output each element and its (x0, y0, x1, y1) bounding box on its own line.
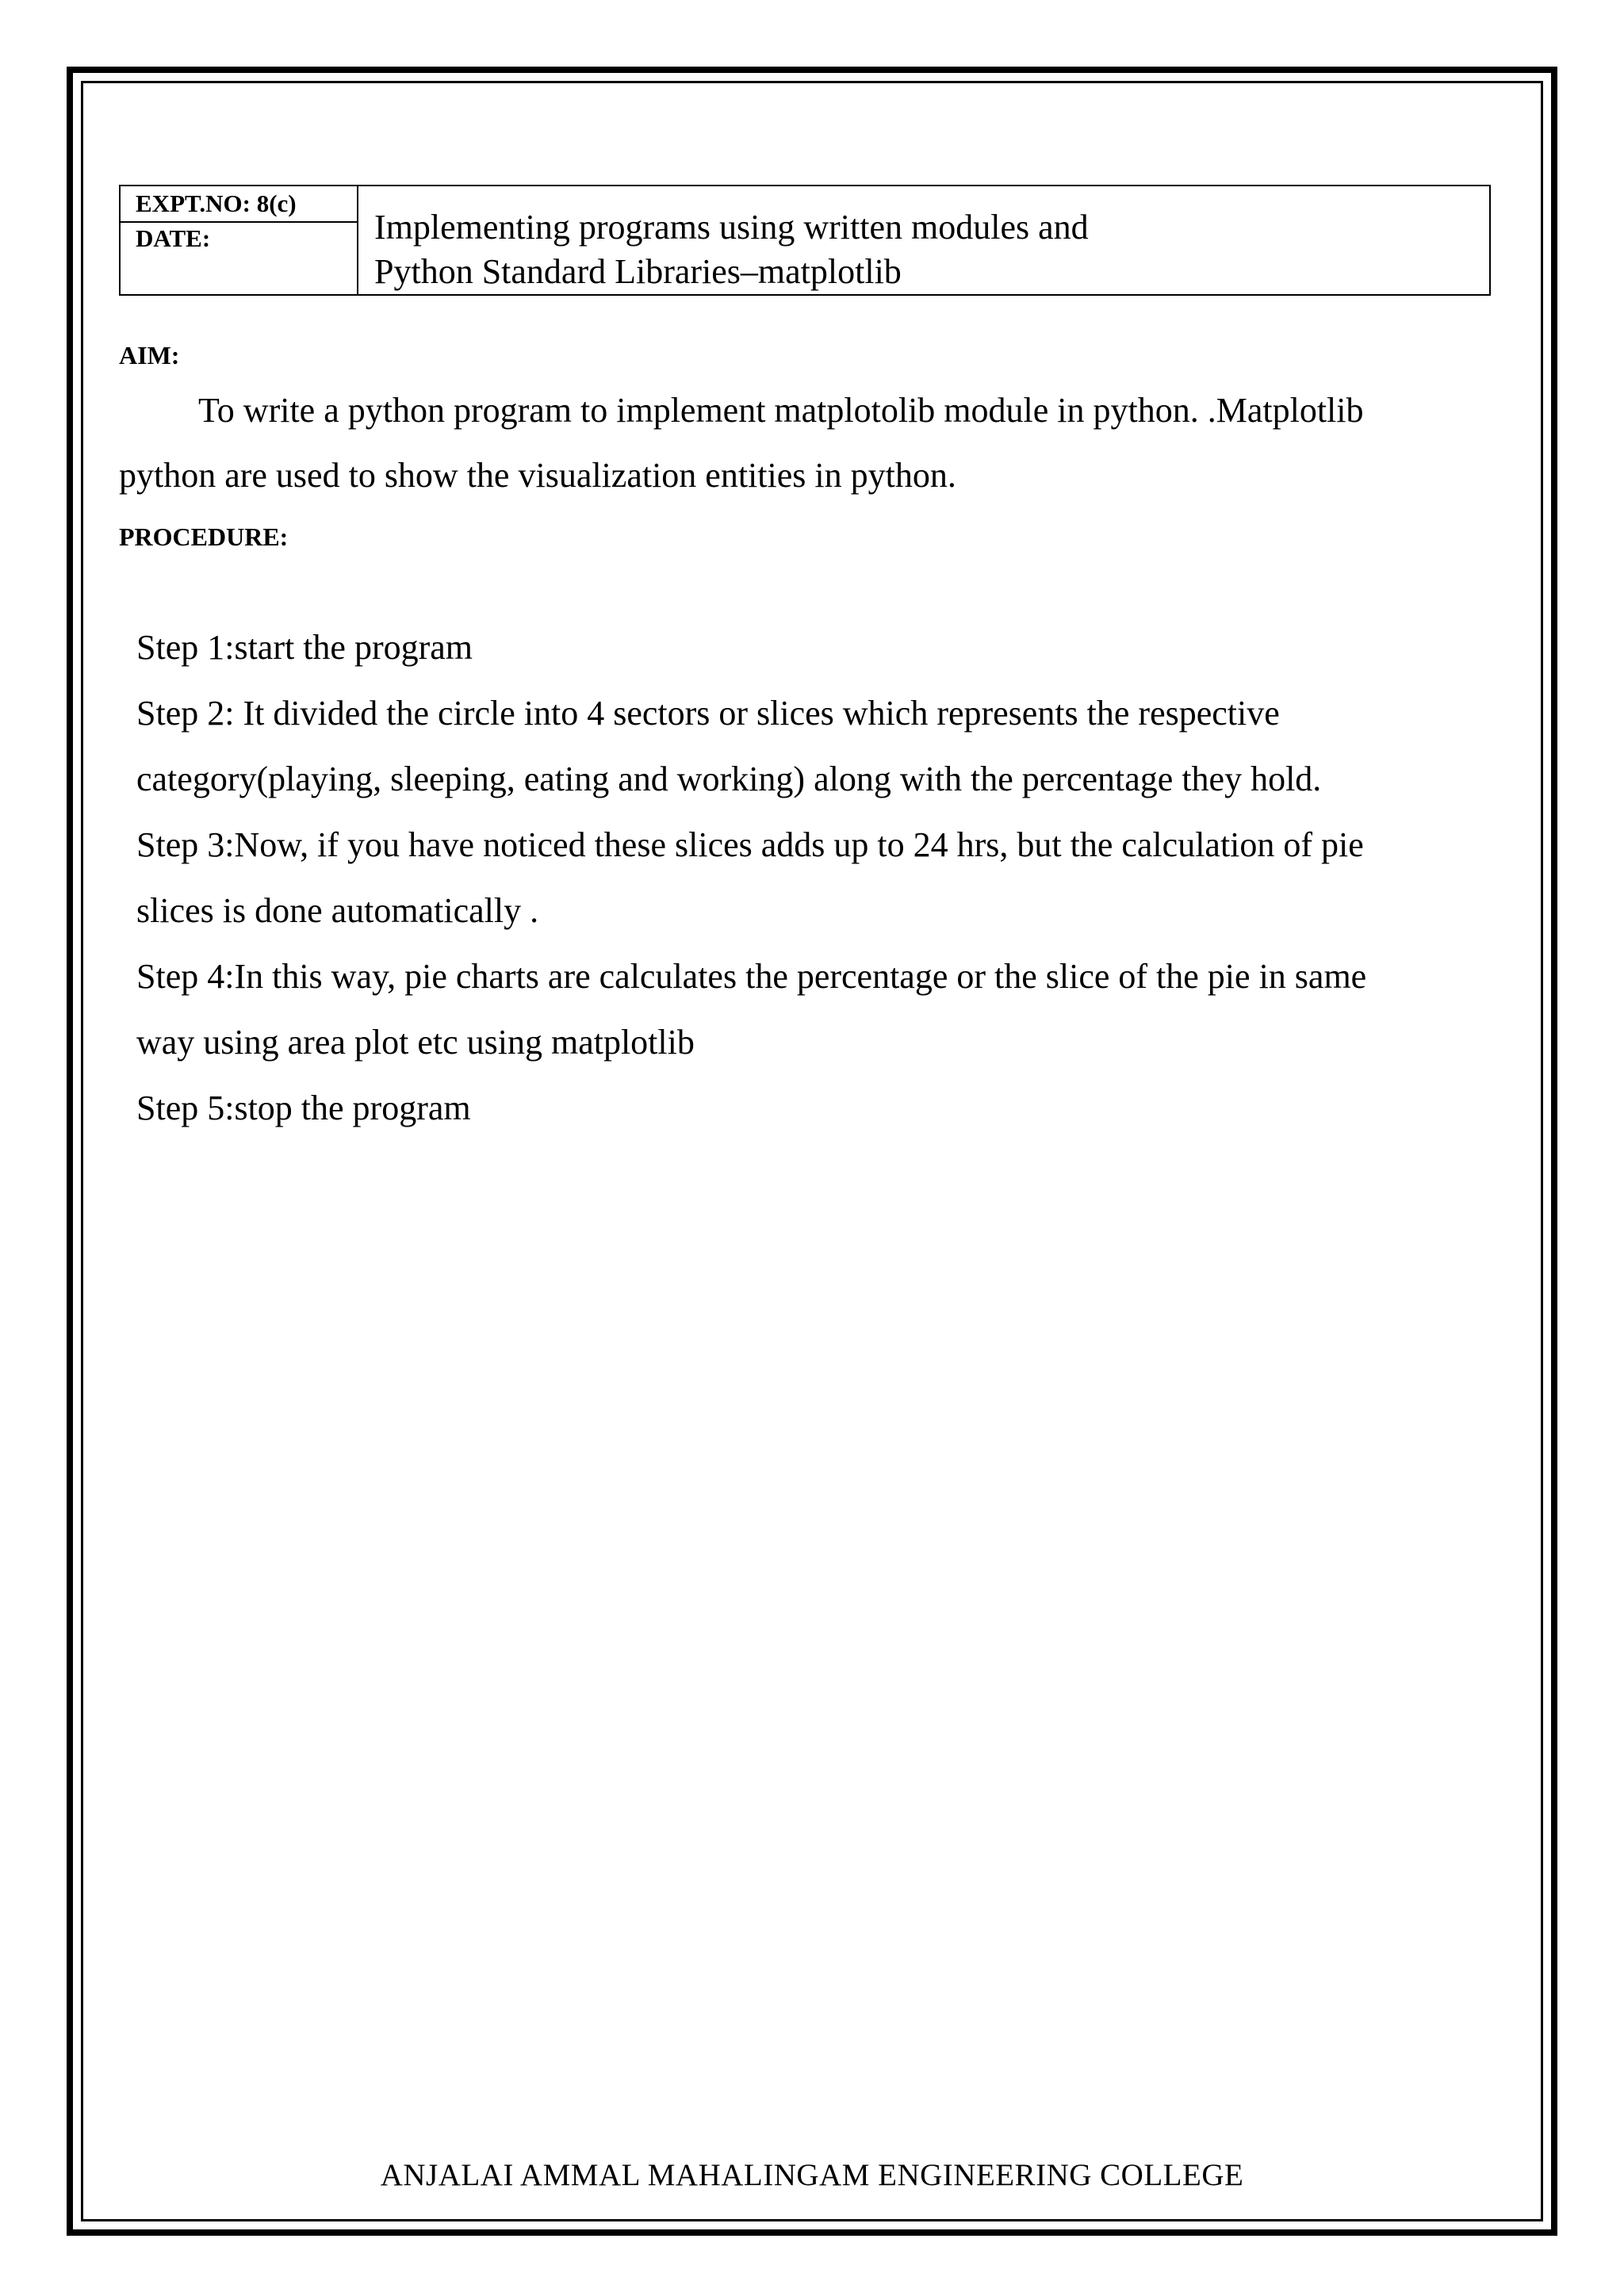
aim-line-1: To write a python program to implement matplotolib module in python. .Matplotlib (198, 391, 1364, 430)
header-left-column (121, 186, 358, 294)
step-line: Step 1:start the program (136, 628, 473, 667)
step-line: Step 5:stop the program (136, 1089, 471, 1127)
step-line: slices is done automatically . (136, 891, 539, 930)
step-line: way using area plot etc using matplotlib (136, 1023, 695, 1062)
step-line: Step 2: It divided the circle into 4 sectors or slices which represents the respective (136, 694, 1280, 733)
experiment-header-table (119, 185, 1491, 296)
college-footer: ANJALAI AMMAL MAHALINGAM ENGINEERING COLLEGE (380, 2158, 1244, 2192)
procedure-steps (136, 614, 1500, 1141)
experiment-title (374, 205, 1469, 294)
aim-paragraph (119, 377, 1491, 509)
expt-no-cell: EXPT.NO: 8(c) (121, 186, 357, 223)
experiment-title-line-1: Implementing programs using written modules and (374, 208, 1089, 247)
experiment-title-line-2: Python Standard Libraries–matplotlib (374, 252, 902, 291)
aim-heading: AIM: (119, 341, 180, 369)
step-line: category(playing, sleeping, eating and working) along with the percentage they hold. (136, 760, 1322, 798)
step-line: Step 4:In this way, pie charts are calculates the percentage or the slice of the pie in same (136, 957, 1367, 996)
date-cell: DATE: (136, 224, 211, 252)
aim-line-2: python are used to show the visualization entities in python. (119, 456, 956, 495)
procedure-heading: PROCEDURE: (119, 522, 289, 551)
step-line: Step 3:Now, if you have noticed these slices adds up to 24 hrs, but the calculation of pie (136, 825, 1364, 864)
